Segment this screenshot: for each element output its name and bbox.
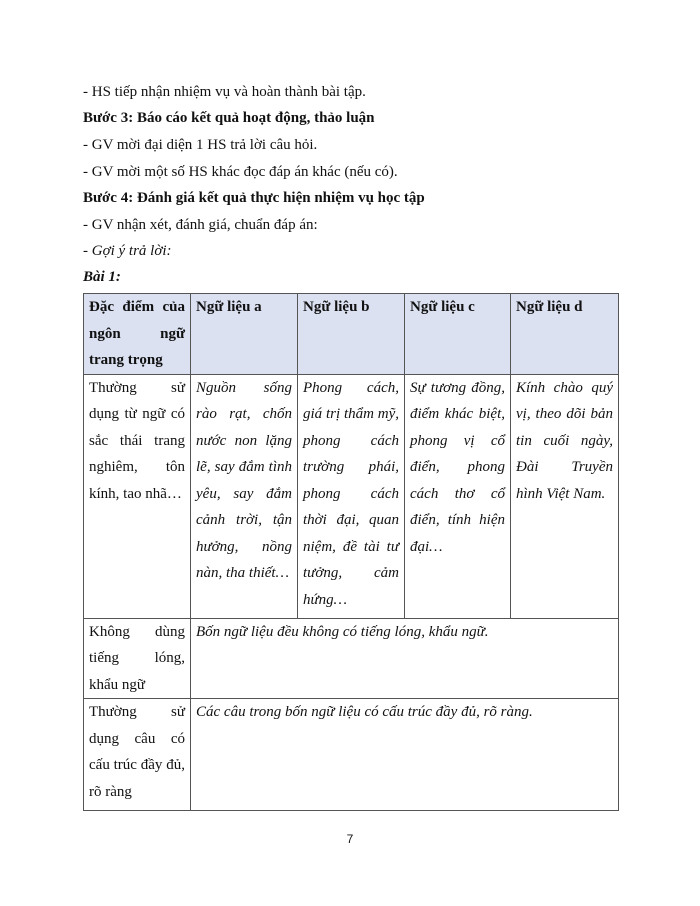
page-number: 7 xyxy=(346,832,354,846)
header-material-b: Ngữ liệu b xyxy=(298,294,405,375)
answer-table xyxy=(83,293,619,811)
heading-step-4: Bước 4: Đánh giá kết quả thực hiện nhiệm vụ học tập xyxy=(83,190,425,206)
feature-cell: Không dùng tiếng lóng, khẩu ngữ xyxy=(84,618,191,699)
heading-step-3: Bước 3: Báo cáo kết quả hoạt động, thảo luận xyxy=(83,110,375,126)
table-row xyxy=(84,699,619,811)
text-line-student-task: - HS tiếp nhận nhiệm vụ và hoàn thành bài tập. xyxy=(83,84,366,100)
table-header-row xyxy=(84,294,619,375)
material-a-cell: Nguồn sống rào rạt, chốn nước non lặng lẽ, say đắm tình yêu, say đắm cảnh trời, tận hưởng, nồng nàn, tha thiết… xyxy=(191,374,298,618)
text-line-teacher-invites: - GV mời đại diện 1 HS trả lời câu hỏi. xyxy=(83,137,318,153)
text-line-suggested-answer: - Gợi ý trả lời: xyxy=(83,243,172,259)
answer-cell: Các câu trong bốn ngữ liệu có cấu trúc đầy đủ, rõ ràng. xyxy=(191,699,619,811)
header-material-c: Ngữ liệu c xyxy=(405,294,511,375)
text-line-other-students: - GV mời một số HS khác đọc đáp án khác (nếu có). xyxy=(83,164,398,180)
table-row xyxy=(84,618,619,699)
feature-cell: Thường sử dụng từ ngữ có sắc thái trang nghiêm, tôn kính, tao nhã… xyxy=(84,374,191,618)
header-material-a: Ngữ liệu a xyxy=(191,294,298,375)
material-d-cell: Kính chào quý vị, theo dõi bản tin cuối ngày, Đài Truyền hình Việt Nam. xyxy=(511,374,619,618)
material-c-cell: Sự tương đồng, điểm khác biệt, phong vị cổ điển, phong cách thơ cổ điển, tính hiện đại… xyxy=(405,374,511,618)
table-row xyxy=(84,374,619,618)
header-material-d: Ngữ liệu d xyxy=(511,294,619,375)
text-line-teacher-evaluates: - GV nhận xét, đánh giá, chuẩn đáp án: xyxy=(83,217,318,233)
exercise-title: Bài 1: xyxy=(83,269,121,285)
answer-cell: Bốn ngữ liệu đều không có tiếng lóng, khẩu ngữ. xyxy=(191,618,619,699)
feature-cell: Thường sử dụng câu có cấu trúc đầy đủ, rõ ràng xyxy=(84,699,191,811)
header-feature: Đặc điểm của ngôn ngữ trang trọng xyxy=(84,294,191,375)
material-b-cell: Phong cách, giá trị thẩm mỹ, phong cách trường phái, phong cách thời đại, quan niệm, đề tài tư tưởng, cảm hứng… xyxy=(298,374,405,618)
